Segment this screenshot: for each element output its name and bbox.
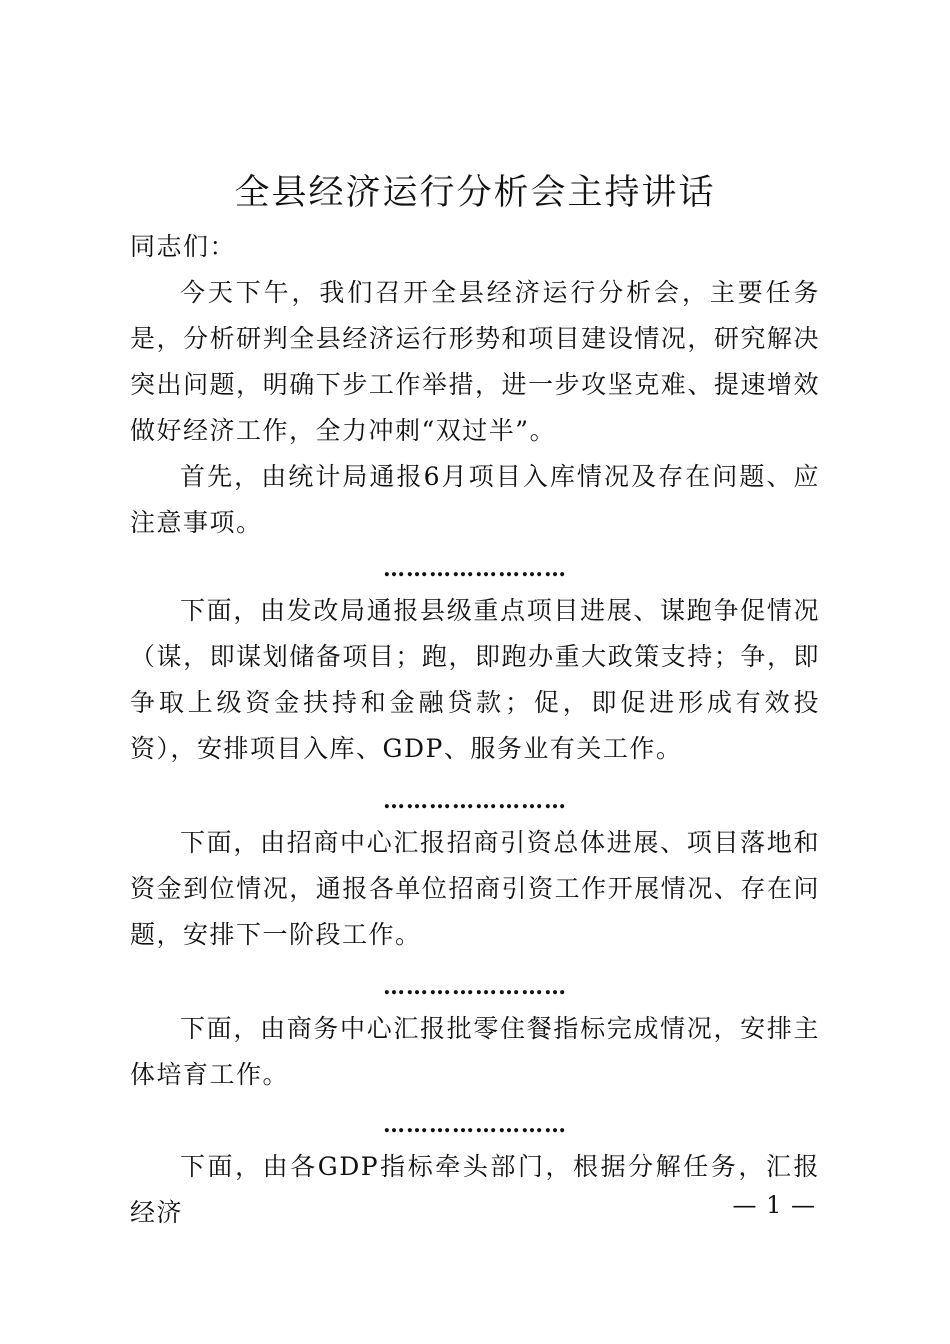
ellipsis-separator: …………………… [383, 556, 567, 582]
document-title: 全县经济运行分析会主持讲话 [234, 173, 716, 213]
ellipsis-separator: …………………… [383, 1112, 567, 1138]
page-number: — 1 — [732, 1191, 816, 1219]
paragraph-intro: 今天下午，我们召开全县经济运行分析会，主要任务是，分析研判全县经济运行形势和项目建设情况，研究解决突出问题，明确下步工作举措，进一步攻坚克难、提速增效做好经济工作，全力冲刺“双过半”。 [130, 278, 820, 445]
salutation: 同志们： [130, 232, 237, 261]
ellipsis-separator: …………………… [383, 788, 567, 814]
paragraph-statistics-bureau: 首先，由统计局通报6月项目入库情况及存在问题、应注意事项。 [130, 462, 820, 537]
paragraph-commerce-center: 下面，由商务中心汇报批零住餐指标完成情况，安排主体培育工作。 [130, 1014, 820, 1089]
paragraph-development-reform-bureau: 下面，由发改局通报县级重点项目进展、谋跑争促情况（谋，即谋划储备项目；跑，即跑办重大政策支持；争，即争取上级资金扶持和金融贷款；促，即促进形成有效投资），安排项目入库、GDP、服务业有关工作。 [130, 596, 820, 763]
paragraph-gdp-departments: 下面，由各GDP指标牵头部门，根据分解任务，汇报经济 [130, 1152, 820, 1227]
paragraph-investment-center: 下面，由招商中心汇报招商引资总体进展、项目落地和资金到位情况，通报各单位招商引资工作开展情况、存在问题，安排下一阶段工作。 [130, 828, 820, 949]
ellipsis-separator: …………………… [383, 974, 567, 1000]
